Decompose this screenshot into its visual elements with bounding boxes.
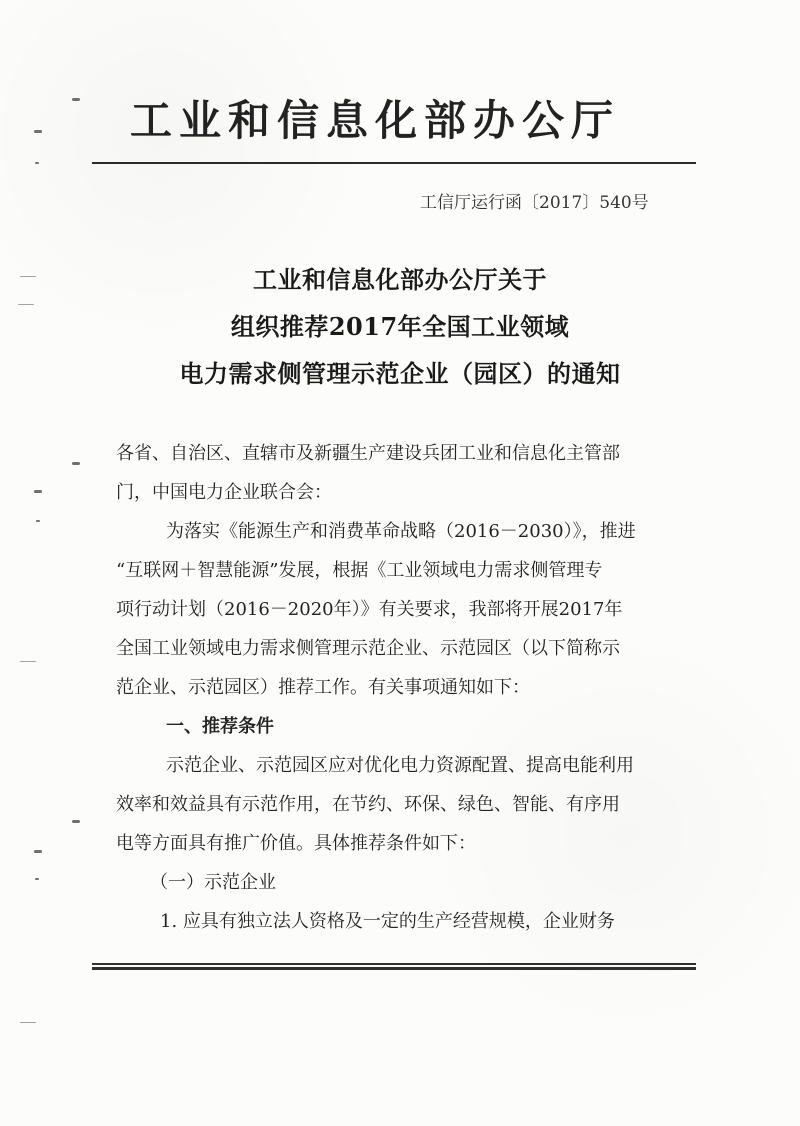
scan-mark [34, 130, 42, 133]
scan-mark [20, 661, 36, 662]
notice-body [116, 434, 686, 941]
scan-mark [72, 462, 80, 465]
header-divider [92, 162, 696, 164]
scan-mark [20, 276, 36, 277]
section-heading: 一、推荐条件 [166, 716, 274, 737]
paragraph-1-line-5: 范企业、示范园区）推荐工作。有关事项通知如下： [116, 677, 530, 698]
paragraph-2-line-1: 示范企业、示范园区应对优化电力资源配置、提高电能利用 [166, 755, 634, 776]
numbered-item-line: 1. 应具有独立法人资格及一定的生产经营规模，企业财务 [160, 911, 615, 932]
recipient-line-2: 门，中国电力企业联合会： [116, 482, 332, 503]
scan-mark [72, 820, 80, 823]
scan-mark [34, 490, 42, 493]
paragraph-1-line-3: 项行动计划（2016－2020年）》有关要求，我部将开展2017年 [116, 599, 623, 620]
scan-mark [18, 304, 34, 305]
title-line-1: 工业和信息化部办公厅关于 [253, 265, 547, 294]
paragraph-2-line-2: 效率和效益具有示范作用，在节约、环保、绿色、智能、有序用 [116, 794, 620, 815]
recipient-line-1: 各省、自治区、直辖市及新疆生产建设兵团工业和信息化主管部 [116, 443, 620, 464]
scan-mark [35, 162, 39, 164]
paragraph-2-line-3: 电等方面具有推广价值。具体推荐条件如下： [116, 833, 476, 854]
title-line-3: 电力需求侧管理示范企业（园区）的通知 [179, 359, 621, 388]
subsection-heading: （一）示范企业 [150, 872, 276, 893]
scan-mark [35, 878, 39, 880]
paragraph-1-line-2: “互联网＋智慧能源”发展，根据《工业领域电力需求侧管理专 [116, 560, 603, 581]
paragraph-1-line-1: 为落实《能源生产和消费革命战略（2016－2030）》，推进 [166, 521, 636, 542]
notice-title [120, 256, 680, 397]
scan-mark [34, 850, 42, 853]
paragraph-1-line-4: 全国工业领域电力需求侧管理示范企业、示范园区（以下简称示 [116, 638, 620, 659]
scan-mark [36, 520, 40, 522]
scan-mark [20, 1022, 36, 1023]
document-number: 工信厅运行函〔2017〕540号 [420, 193, 649, 213]
footer-divider [92, 963, 696, 970]
title-line-2: 组织推荐2017年全国工业领域 [230, 312, 570, 341]
letterhead-title: 工业和信息化部办公厅 [130, 96, 621, 145]
scan-mark [72, 98, 80, 101]
